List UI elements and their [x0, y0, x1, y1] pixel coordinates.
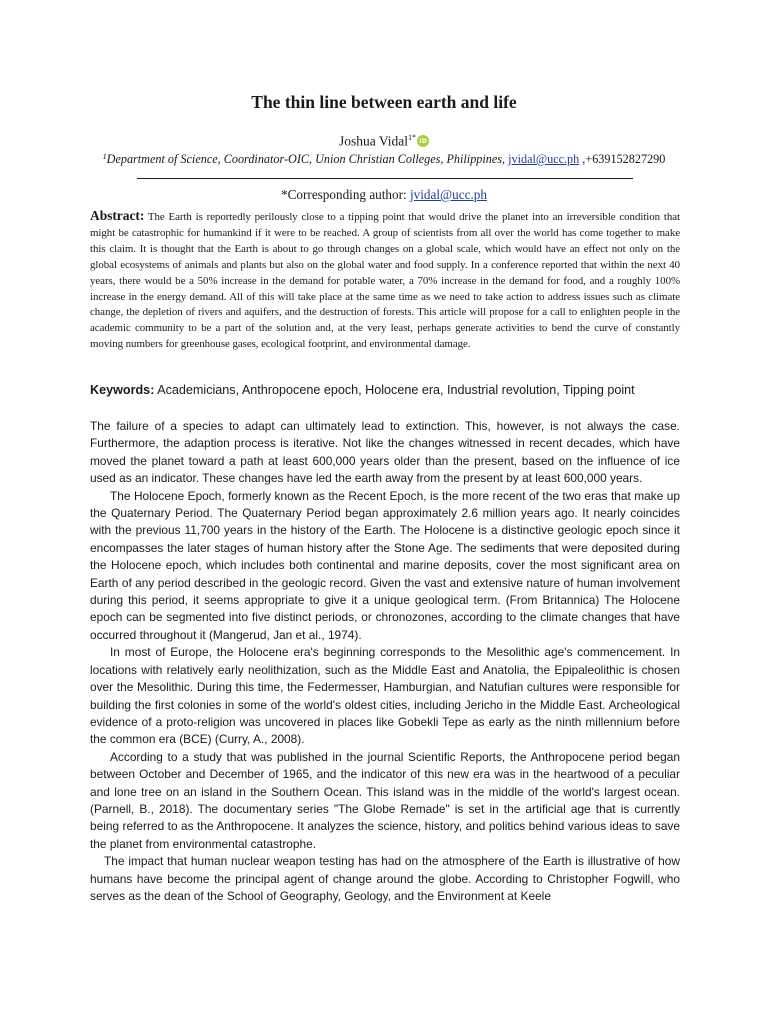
body-paragraph-5: The impact that human nuclear weapon testing has had on the atmosphere of the Earth is illustrative of how humans have become the principal agent of change around the globe. According to Christopher Fogwill, who serves as the dean of the School of Geography, Geology, and the Environment at Keele	[90, 854, 680, 903]
body-paragraph-2: The Holocene Epoch, formerly known as the Recent Epoch, is the more recent of the two eras that make up the Quaternary Period. The Quaternary Period began approximately 2.6 million years ago. It nearly coincides with the previous 11,700 years in the history of the Earth. The Holocene is a distinctive geologic epoch since it encompasses the later stages of human history after the Stone Age. The sediments that were deposited during the Holocene epoch, which includes both continental and marine deposits, cover the most significant area on Earth of any period described in the geologic record. Given the vast and extensive nature of human involvement during this period, it seems appropriate to give it a unique geological term. (From Britannica) The Holocene epoch can be segmented into five distinct periods, or chronozones, according to the climate changes that have occurred throughout it (Mangerud, Jan et al., 1974).	[90, 488, 680, 642]
affiliation-phone: ,+639152827290	[582, 152, 666, 166]
affiliation-mark: 1	[102, 152, 107, 161]
corresponding-author-line	[0, 187, 768, 203]
affiliation-line	[0, 152, 768, 167]
body-paragraph-1: The failure of a species to adapt can ultimately lead to extinction. This, however, is not always the case. Furthermore, the adaption process is iterative. Not like the changes witnessed in recent decades, which have moved the planet toward a path at least 600,000 years older than the present, based on the influence of ice used as an indicator. These changes have led the earth away from the present by at least 600,000 years.	[90, 419, 680, 486]
header-divider	[137, 178, 633, 179]
keywords-label: Keywords:	[90, 383, 155, 397]
affiliation-text: Department of Science, Coordinator-OIC, Union Christian Colleges, Philippines,	[106, 152, 506, 166]
abstract-text: The Earth is reportedly perilously close to a tipping point that would drive the planet into an irreversible condition that might be catastrophic for humankind if it were to be reached. A group of scientists from all over the world has come together to make this claim. It is thought that the Earth is about to go through changes on a global scale, which would have an effect not only on the global ecosystems of animals and plants but also on the global water and food supply. In a conference reported that within the next 40 years, there would be a 50% increase in the demand for potable water, a 70% increase in the demand for food, and a roughly 100% increase in the energy demand. All of this will take place at the same time as we need to take action to address issues such as climate change, the depletion of rivers and aquifers, and the destruction of forests. This article will propose for a call to enlighten people in the academic community to be a part of the solution and, at the very least, perhaps generate activities to bend the curve of constantly moving numbers for greenhouse gases, ecological footprint, and environmental damage.	[90, 211, 680, 351]
affiliation-email-link[interactable]: jvidal@ucc.ph	[508, 152, 580, 166]
author-name: Joshua Vidal	[338, 133, 409, 149]
corresponding-label: *Corresponding author:	[281, 187, 407, 202]
abstract-label: Abstract:	[90, 208, 145, 223]
keywords-text: Academicians, Anthropocene epoch, Holocene era, Industrial revolution, Tipping point	[157, 383, 635, 397]
author-line	[0, 133, 768, 150]
author-marks: 1*	[408, 133, 417, 142]
orcid-icon[interactable]: iD	[417, 135, 429, 147]
abstract	[90, 208, 680, 353]
body-paragraph-3: In most of Europe, the Holocene era's beginning corresponds to the Mesolithic age's commencement. In locations with relatively early neolithization, such as the Middle East and Anatolia, the Epipaleolithic is chosen over the Mesolithic. During this time, the Federmesser, Hamburgian, and Natufian cultures were responsible for building the first colonies in some of the world's oldest cities, including Jericho in the Middle East. Archeological evidence of a proto-religion was uncovered in places like Gobekli Tepe as early as the ninth millennium before the common era (BCE) (Curry, A., 2008).	[90, 645, 680, 747]
body-text	[90, 418, 680, 905]
body-paragraph-4: According to a study that was published in the journal Scientific Reports, the Anthropocene period began between October and December of 1965, and the indicator of this new era was in the heartwood of a peculiar and lone tree on an island in the Southern Ocean. This island was in the middle of the world's largest ocean. (Parnell, B., 2018). The documentary series "The Globe Remade" is set in the artificial age that is currently being referred to as the Anthropocene. It analyzes the science, history, and politics behind various ideas to save the planet from environmental catastrophe.	[90, 749, 680, 851]
paper-title: The thin line between earth and life	[251, 92, 517, 112]
keywords	[90, 383, 690, 397]
corresponding-email-link[interactable]: jvidal@ucc.ph	[409, 187, 487, 202]
